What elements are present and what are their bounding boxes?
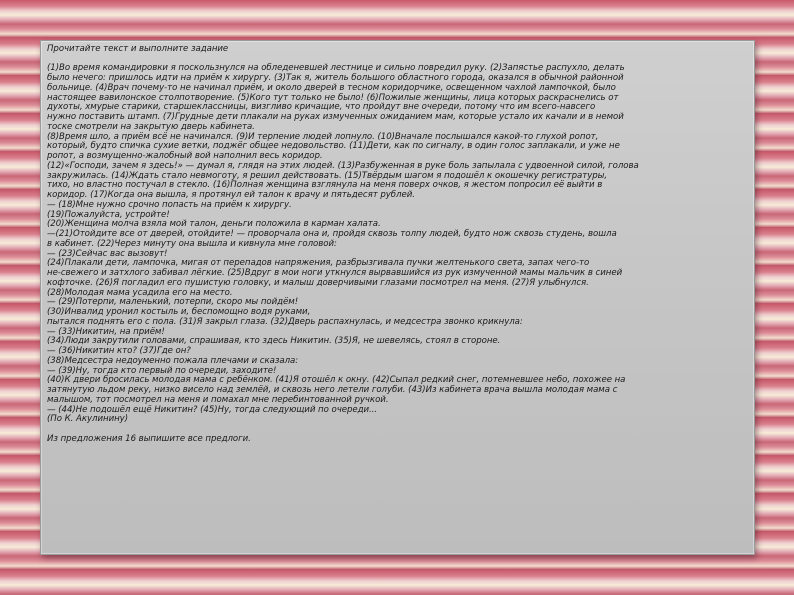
text-line: который, будто спичка сухие ветки, поджёг общее недовольство. (11)Дети, как по сигналу, в один голос заплакали, и уже не [47,141,620,152]
text-line: (12)«Господи, зачем я здесь!» — думал я, глядя на этих людей. (13)Разбуженная в руке боль запылала с удвоенной силой, голова [47,160,639,171]
text-line: (19)Пожалуйста, устройте! [47,209,170,220]
text-line: закружилась. (14)Ждать стало невмоготу, я решил действовать. (15)Твёрдым шагом я подошёл к окошечку регистратуры, [47,170,608,181]
text-line: затянутую льдом реку, низко висело над землёй, и сквозь него летели голуби. (43)Из кабинета врача вышла молодая мама с [47,385,618,396]
text-line: было нечего: пришлось идти на приём к хирургу. (3)Так я, житель большого областного города, оказался в обычной районной [47,73,624,84]
text-line: (8)Время шло, а приём всё не начинался. (9)И терпение людей лопнуло. (10)Вначале послышался какой-то глухой ропот, [47,131,599,142]
text-line: (1)Во время командировки я поскользнулся на обледеневшей лестнице и сильно повредил руку. (2)Запястье распухло, делать [47,63,625,74]
text-panel [40,40,755,555]
text-line: — (36)Никитин кто? (37)Где он? [47,346,191,357]
text-line: — (44)Не подошёл ещё Никитин? (45)Ну, тогда следующий по очереди... [47,404,378,415]
text-line: —(21)Отойдите все от дверей, отойдите! — проворчала она и, пройдя сквозь толпу людей, будто нож сквозь студень, вошла [47,229,617,240]
text-line: (40)К двери бросилась молодая мама с ребёнком. (41)Я отошёл к окну. (42)Сыпал редкий снег, потемневшее небо, похожее на [47,375,626,386]
text-content [47,45,749,445]
task-question: Из предложения 16 выпишите все предлоги. [47,433,251,444]
text-line: нужно поставить штамп. (7)Грудные дети плакали на руках измученных ожиданием мам, которые устало их качали и в немой [47,112,624,123]
text-line: (28)Молодая мама усадила его на место. [47,287,233,298]
text-line: не-свежего и затхлого забивал лёгкие. (25)Вдруг в мои ноги уткнулся вырвавшийся из рук измученной мамы мальчик в синей [47,268,623,279]
text-line: тихо, но властно постучал в стекло. (16)Полная женщина взглянула на меня поверх очков, я жестом попросил её выйти в [47,180,603,191]
text-line: — (29)Потерпи, маленький, потерпи, скоро мы пойдём! [47,297,299,308]
text-line: пытался поднять его с пола. (31)Я закрыл глаза. (32)Дверь распахнулась, и медсестра звонко крикнула: [47,316,523,327]
text-line: больнице. (4)Врач почему-то не начинал приём, и около дверей в тесном коридорчике, освещенном чахлой лампочкой, было [47,82,616,93]
text-line: коридор. (17)Когда она вышла, я протянул ей талон к врачу и пятьдесят рублей. [47,190,415,201]
text-line: духоты, хмурые старики, старшеклассницы, визгливо кричащие, что пройдут вне очереди, потому что им всего-навсего [47,102,596,113]
text-body [47,64,749,425]
text-line: — (39)Ну, тогда кто первый по очереди, заходите! [47,365,277,376]
text-line: (30)Инвалид уронил костыль и, беспомощно водя руками, [47,307,311,318]
text-line: — (23)Сейчас вас вызовут! [47,248,168,259]
text-line: — (33)Никитин, на приём! [47,326,165,337]
text-line: кофточке. (26)Я погладил его пушистую головку, и малыш доверчивыми глазами посмотрел на меня. (27)Я улыбнулся. [47,277,589,288]
text-line: настоящее вавилонское столпотворение. (5)Кого тут только не было! (6)Пожилые женщины, лица которых раскраснелись от [47,92,619,103]
text-line: (По К. Акулинину) [47,414,129,425]
text-line: (38)Медсестра недоуменно пожала плечами и сказала: [47,355,299,366]
text-line: (20)Женщина молча взяла мой талон, деньги положила в карман халата. [47,219,381,230]
text-line: — (18)Мне нужно срочно попасть на приём к хирургу. [47,199,292,210]
text-line: тоске смотрели на закрытую дверь кабинета. [47,121,255,132]
text-line: малышом, тот посмотрел на меня и помахал мне перебинтованной ручкой. [47,394,389,405]
background-band [0,0,794,40]
task-heading: Прочитайте текст и выполните задание [47,44,229,54]
text-line: ропот, а возмущенно-жалобный вой наполнил весь коридор. [47,151,323,162]
text-line: в кабинет. (22)Через минуту она вышла и кивнула мне головой: [47,238,337,249]
text-line: (34)Люди закрутили головами, спрашивая, кто здесь Никитин. (35)Я, не шевелясь, стоял в стороне. [47,336,501,347]
text-line: (24)Плакали дети, лампочка, мигая от перепадов напряжения, разбрызгивала пучки желтенького света, запах чего-то [47,258,590,269]
